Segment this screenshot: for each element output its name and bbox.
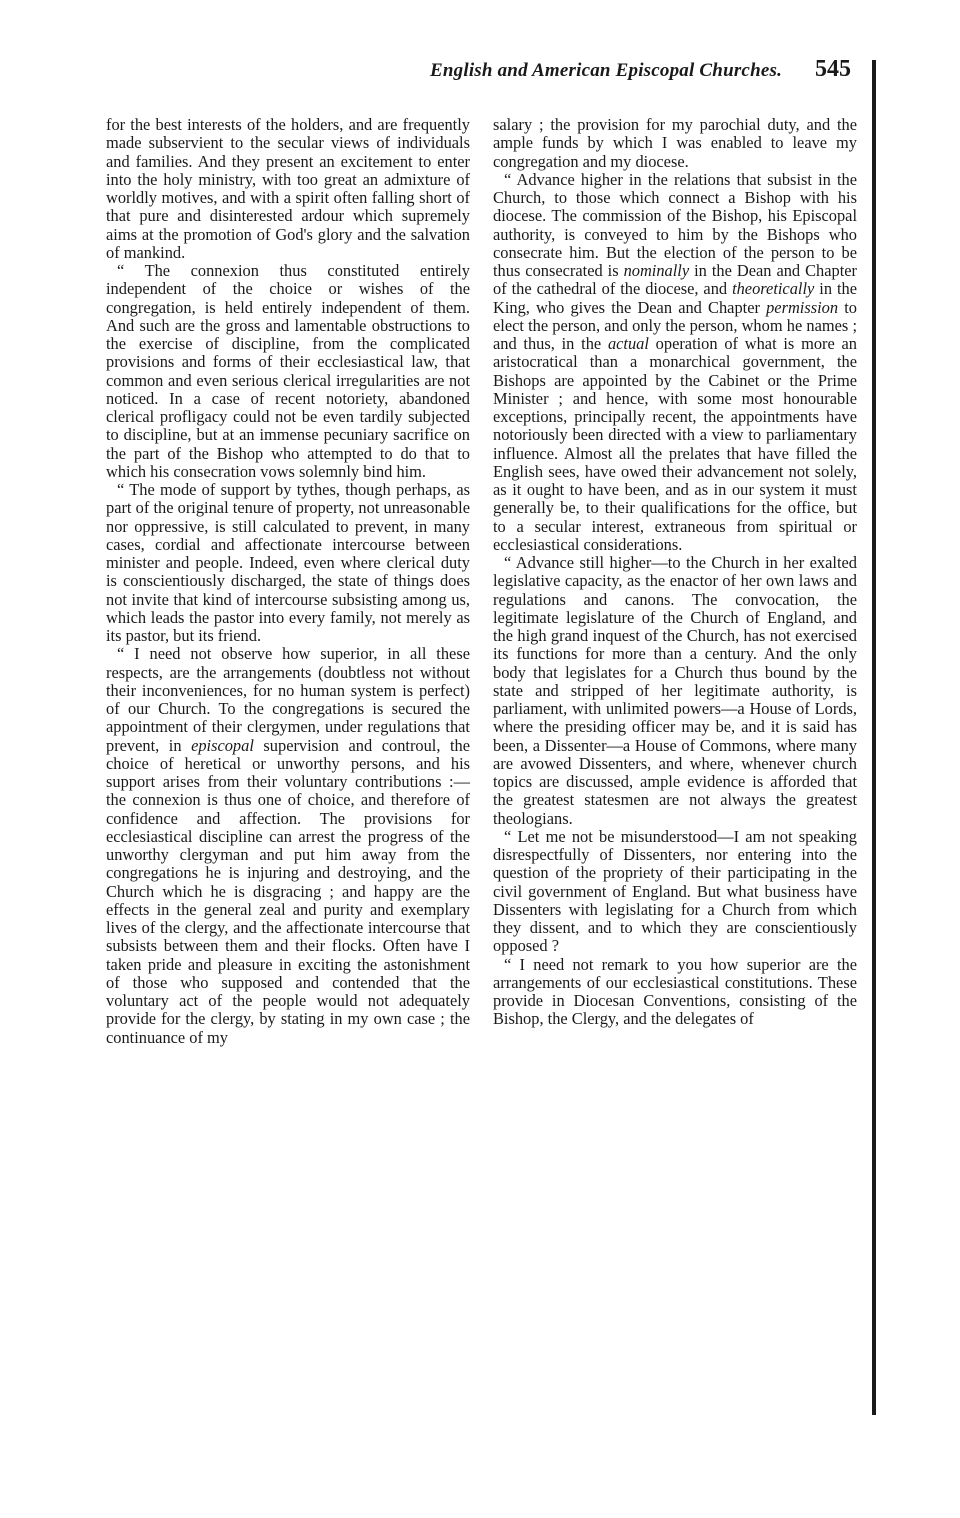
margin-rule [872,60,876,1415]
paragraph [106,645,470,1047]
text-run: salary ; the provision for my parochial duty, and the ample funds by which I was enabled to leave my congregation and my diocese. [493,115,857,171]
text-run: “ Advance still higher—to the Church in her exalted legislative capacity, as the enactor of her own laws and regulations and canons. The convocation, the legitimate legislature of the Church of England, and the high grand inquest of the Church, has not exercised its functions for more than a century. And the only body that legislates for a Church thus bound by the state and stripped of her legitimate authority, is parliament, with unlimited powers—a House of Lords, where the presiding officer may be, and it is said has been, a Dissenter—a House of Commons, where many are avowed Dissenters, and where, whenever church topics are discussed, ample evidence is afforded that the greatest statesmen are not always the greatest theologians. [493,553,857,828]
text-run: in the Dean and Chapter of the cathedral of the diocese, and [493,261,857,299]
text-run: “ Let me not be misunderstood—I am not speaking disrespectfully of Dissenters, nor entering into the question of the propriety of their participating in the civil government of England. But what business have Dissenters with legislating for a Church from which they dissent, and to which they are conscientiously opposed ? [493,826,857,956]
italic-text: nominally [623,261,690,280]
paragraph [493,554,857,828]
italic-text: theoretically [732,279,815,299]
paragraph [493,956,857,1029]
paragraph [493,171,857,554]
running-title: English and American Episcopal Churches. [430,60,783,81]
paragraph [106,116,470,262]
text-run: “ I need not observe how superior, in all these respects, are the arrangements (doubtless not without their inconveniences, for no human system is perfect) of our Church. To the congregations is secured the appointment of their clergymen, under regulations that prevent, in [106,644,470,755]
text-run: “ I need not remark to you how superior are the arrangements of our ecclesiastical constitutions. These provide in Diocesan Conventions, consisting of the Bishop, the Clergy, and the delegates of [493,954,857,1029]
italic-text: actual [607,334,649,353]
text-run: supervision and controul, the choice of heretical or unworthy persons, and his support arises from their voluntary contributions :— the connexion is thus one of choice, and therefore of confidence and affection. The provisions for ecclesiastical discipline can arrest the progress of the unworthy clergyman and put him away from the congregations he is injuring and destroying, and the Church which he is disgracing ; and happy are the effects in the general zeal and purity and exemplary lives of the clergy, and the affectionate intercourse that subsists between them and their flocks. Often have I taken pride and pleasure in exciting the astonishment of those who supposed and contended that the voluntary act of the people would not adequately provide for the clergy, by stating in my own case ; the continuance of my [106,735,470,1047]
text-run: to elect the person, and only the person, whom he names ; and thus, in the [493,297,857,353]
page-number: 545 [815,56,851,82]
paragraph [106,481,470,645]
paragraph [106,262,470,481]
italic-text: permission [766,297,839,317]
left-column [106,116,470,1047]
text-run: for the best interests of the holders, and are frequently made subservient to the secular views of individuals and families. And they present an excitement to enter into the holy ministry, with too great an admixture of worldly motives, and with a spirit often falling short of that pure and disinterested ardour which supremely aims at the promotion of God's glory and the salvation of mankind. [106,115,470,262]
text-run: “ The mode of support by tythes, though perhaps, as part of the original tenure of property, not unreasonable nor oppressive, is still calculated to prevent, in many cases, cordial and affectionate intercourse between minister and people. Indeed, even where clerical duty is conscientiously discharged, the state of things does not invite that kind of intercourse subsisting among us, which leads the pastor into every family, not merely as its pastor, but its friend. [106,480,470,645]
right-column [493,116,857,1029]
paragraph [493,116,857,171]
text-run: “ The connexion thus constituted entirely independent of the choice or wishes of the congregation, is held entirely independent of them. And such are the gross and lamentable obstructions to the exercise of discipline, from the complicated provisions and forms of their ecclesiastical law, that common and even serious clerical irregularities are not noticed. In a case of recent notoriety, abandoned clerical profligacy could not be even tardily subjected to discipline, but at an immense pecuniary sacrifice on the part of the Bishop who attempted to do that to which his consecration vows solemnly bind him. [106,261,470,481]
text-run: “ Advance higher in the relations that subsist in the Church, to those which connect a Bishop with his diocese. The commission of the Bishop, his Episcopal authority, is conveyed to him by the Bishops who consecrate him. But the election of the person to be thus consecrated is [493,169,857,280]
text-run: operation of what is more an aristocratical than a monarchical government, the Bishops are appointed by the Cabinet or the Prime Minister ; and hence, with some most honourable exceptions, principally recent, the appointments have notoriously been directed with a view to parliamentary influence. Almost all the prelates that have filled the English sees, have owed their advancement not solely, as it ought to have been, and as in our system it must generally be, to their qualifications for the office, but to a secular interest, extraneous from spiritual or ecclesiastical considerations. [493,334,857,554]
paragraph [493,828,857,956]
italic-text: episcopal [191,735,254,755]
text-run: in the King, who gives the Dean and Chapter [493,279,857,317]
